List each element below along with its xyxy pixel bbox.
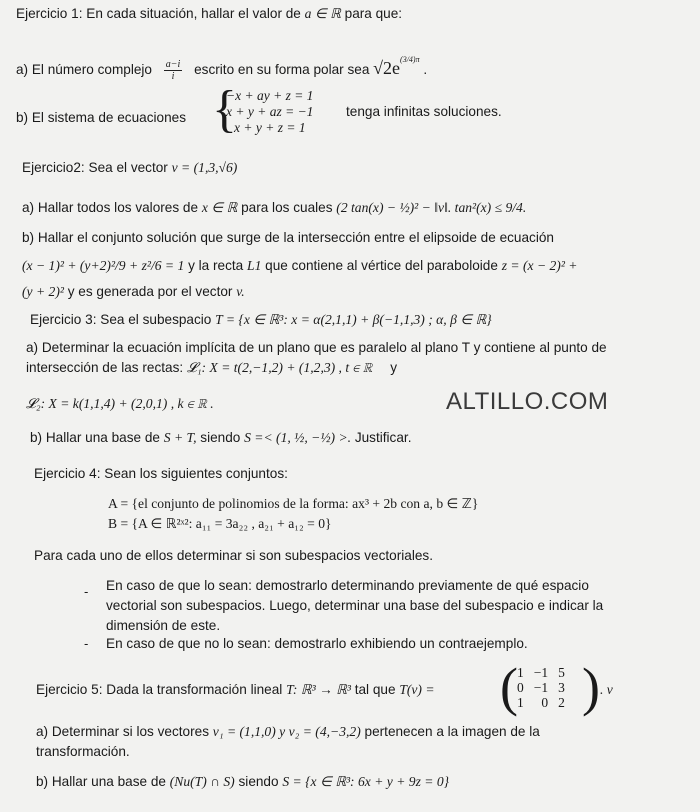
system-brace: { [212,81,237,138]
exercise-5a-text: a) Determinar si los vectores [36,724,209,739]
exercise-1-header [16,6,402,22]
line-l2-text: 𝓛₂: X = k(1,1,4) + (2,0,1) , k ∈ ℝ . [26,396,214,411]
exercise-1b-label: b) El sistema de ecuaciones [16,110,187,125]
exercise-2a-math1: x ∈ ℝ [201,200,238,215]
paraboloid-equation-cont: (y + 2)² [22,284,64,299]
ellipsoid-equation: (x − 1)² + (y+2)²/9 + z²/6 = 1 [22,258,185,273]
exercise-1a-mid: escrito en su forma polar sea [194,62,370,77]
line-l1-equation: 𝓛₁: X = t(2,−1,2) + (1,2,3) , t ∈ ℝ [186,360,373,375]
watermark: ALTILLO.COM [446,388,609,415]
exercise-5b-math: (Nu(T) ∩ S) [169,774,235,789]
exercise-3a-y: y [390,360,398,375]
exercise-1b-end: tenga infinitas soluciones. [346,104,502,119]
subspace-t: T = {x ∈ ℝ³: x = α(2,1,1) + β(−1,1,3) ; α, β ∈ ℝ} [215,312,492,327]
exercise-2a-mid: para los cuales [241,200,333,215]
matrix-cell: 0 [541,695,549,710]
exercise-2b-line2 [22,258,577,274]
matrix-cell: 5 [558,665,565,680]
exercise-3b-end: Justificar. [354,430,412,445]
exercise-5-heading: Ejercicio 5: [36,682,103,697]
exercise-1a-fraction [164,59,183,82]
matrix-cell: 0 [517,680,524,695]
bullet-1-line1: En caso de que lo sean: demostrarlo determinando previamente de qué espacio [106,578,589,593]
matrix-row [512,680,570,695]
paraboloid-equation: z = (x − 2)² + [501,258,578,273]
exercise-1a-label: a) El número complejo [16,62,152,77]
matrix-cell: 1 [517,665,524,680]
exercise-5b-math2: S = {x ∈ ℝ³: 6x + y + 9z = 0} [282,774,450,789]
system-equations [226,88,313,136]
exercise-4-heading: Ejercicio 4: [34,466,101,481]
line-l1: L1 [247,258,262,273]
exercise-3-intro: Sea el subespacio [100,312,212,327]
exercise-2a [22,200,526,216]
tv-label: T(v) = [399,682,435,697]
exercise-3b-math2: S =< (1, ½, −½) >. [244,430,352,445]
exercise-5-intro: Dada la transformación lineal [106,682,283,697]
exercise-3b-math: S + T, [163,430,197,445]
exercise-2b-line3-text: y es generada por el vector [67,284,233,299]
exercise-2-intro: Sea el vector [88,160,168,175]
exercise-2a-math2: (2 tan(x) − ½)² − ‖v‖. tan²(x) ≤ 9/4. [336,200,527,215]
matrix-cell: −1 [533,665,549,680]
exercise-1-intro-math: a ∈ ℝ [304,6,341,21]
system-eq-1: −x + ay + z = 1 [226,88,314,103]
exercise-3b [30,430,411,446]
linear-map: T: ℝ³ → ℝ³ [286,682,351,697]
bullet-1-line3: dimensión de este. [106,618,221,633]
exercise-5-intro2: tal que [354,682,396,697]
exercise-5b [36,774,449,790]
exercise-1-intro-end: para que: [344,6,403,21]
system-eq-3: x + y + z = 1 [234,120,306,135]
exercise-3a-intersection: intersección de las rectas: [26,360,184,375]
exercise-2b-line1: b) Hallar el conjunto solución que surge de la intersección entre el elipsoide de ecuación [22,230,554,245]
exercise-3-header [30,312,492,328]
matrix-cell: −1 [533,680,549,695]
matrix-left-paren: ( [500,657,518,717]
exercise-5a-line2: transformación. [36,744,130,759]
matrix-table [512,665,570,710]
exercise-3b-text2: siendo [200,430,241,445]
exercise-3a-line2 [26,360,397,376]
exercise-2a-label: a) Hallar todos los valores de [22,200,199,215]
exercise-2b-text2: que contiene al vértice del paraboloide [265,258,498,273]
exercise-5a-line1 [36,724,540,740]
exercise-5a-end: pertenecen a la imagen de la [364,724,540,739]
exercise-1a-math: √2e [373,58,401,78]
matrix-cell: 1 [517,695,524,710]
exercise-2-heading: Ejercicio2: [22,160,85,175]
exercise-4-intro: Sean los siguientes conjuntos: [104,466,288,481]
bullet-mark-2: - [84,636,89,651]
matrix-row [512,665,570,680]
set-b: B = {A ∈ ℝ²ˣ²: a₁₁ = 3a₂₂ , a₂₁ + a₁₂ = 0} [108,516,332,531]
exercise-5a-vectors: v₁ = (1,1,0) y v₂ = (4,−3,2) [212,724,361,739]
exercise-1a [16,52,427,82]
bullet-mark-1: - [84,584,89,599]
exercise-5-header [36,682,435,698]
exercise-5b-text: b) Hallar una base de [36,774,166,789]
line-l2-equation [26,396,214,412]
exercise-2-vector: v = (1,3,√6) [171,160,238,175]
matrix-row [512,695,570,710]
system-eq-2: x + y + az = −1 [226,104,314,119]
matrix-cell: 3 [558,680,565,695]
bullet-1-line2: vectorial son subespacios. Luego, determinar una base del subespacio e indicar la [106,598,604,613]
matrix-right-paren: ) [582,657,600,717]
exercise-1a-end: . [423,62,428,77]
exercise-1a-exponent: (3/4)π [400,55,420,64]
matrix-tail: . v [600,682,613,697]
exercise-1-heading: Ejercicio 1: [16,6,83,21]
exercise-3-heading: Ejercicio 3: [30,312,97,327]
set-a: A = {el conjunto de polinomios de la forma: ax³ + 2b con a, b ∈ ℤ} [108,496,479,511]
exercise-1a-frac-num: a−i [165,58,181,70]
exercise-1-intro: En cada situación, hallar el valor de [86,6,301,21]
exercise-3a-line1: a) Determinar la ecuación implícita de un plano que es paralelo al plano T y contiene al punto de [26,340,607,355]
transformation-matrix [512,665,570,710]
exercise-2b-line3 [22,284,245,300]
exercise-5b-text2: siendo [238,774,279,789]
exercise-4-header [34,466,288,482]
exercise-2b-vector: v. [236,284,245,299]
exercise-3b-text: b) Hallar una base de [30,430,160,445]
bullet-2: En caso de que no lo sean: demostrarlo exhibiendo un contraejemplo. [106,636,528,651]
exercise-2b-text: y la recta [188,258,244,273]
exercise-1a-frac-den: i [171,70,175,82]
exercise-2-header [22,160,237,176]
matrix-cell: 2 [558,695,565,710]
exercise-4-para: Para cada uno de ellos determinar si son subespacios vectoriales. [34,548,433,563]
